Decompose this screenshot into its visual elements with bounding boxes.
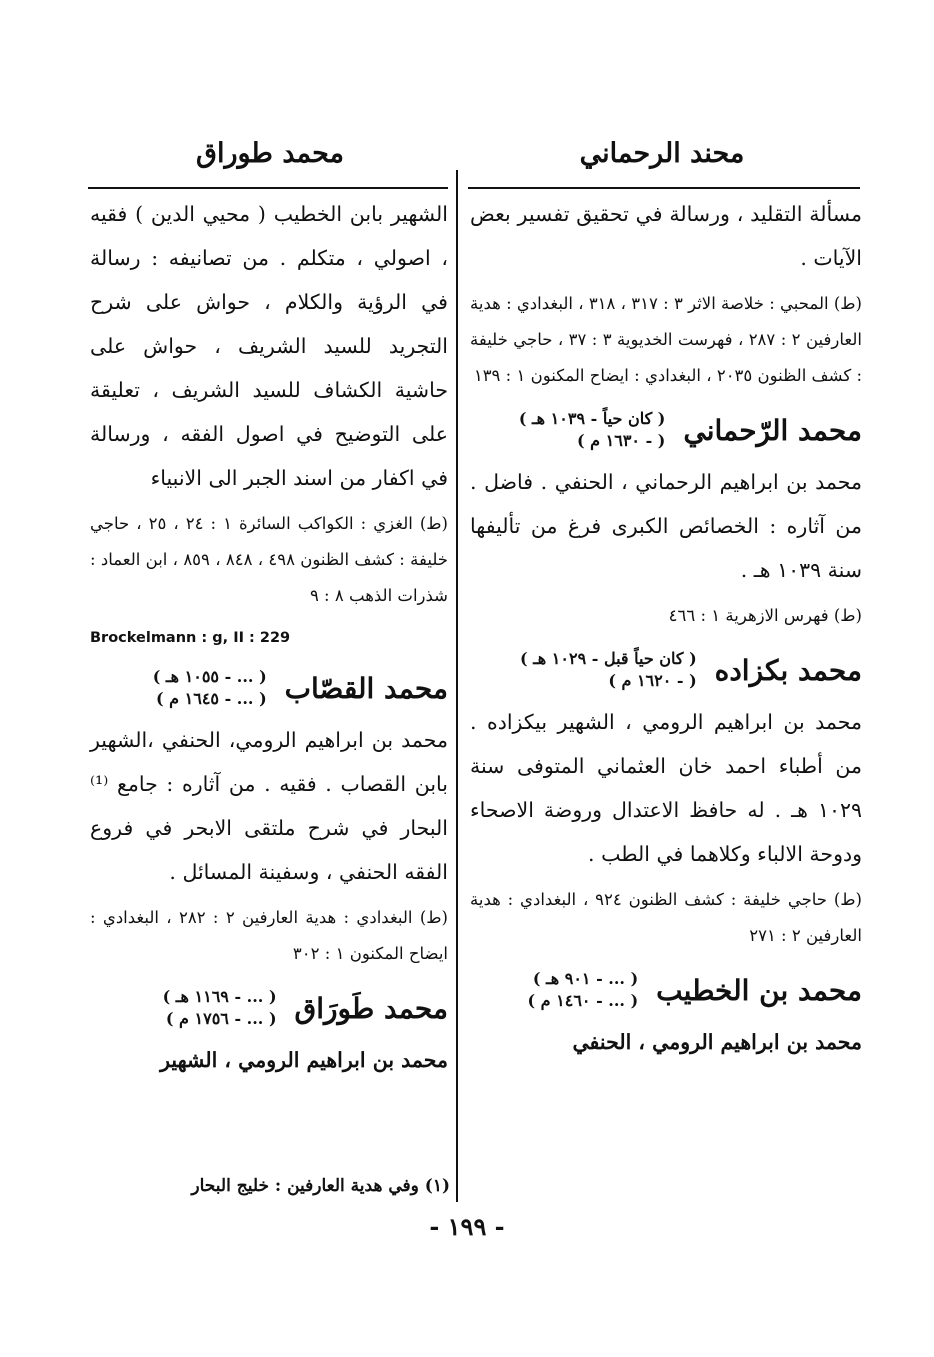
entry-heading — [470, 968, 862, 1012]
entry-heading — [90, 986, 448, 1030]
entry-text: الشهير بابن الخطيب ( محيي الدين ) فقيه ، اصولي ، متكلم . من تصانيفه : رسالة في الرؤية والكلام ، حواش على شرح التجريد للسيد الشريف ، حواش على حاشية الكشاف للسيد الشريف ، تعليقة على التوضيح في اصول الفقه ، ورسالة في اكفار من اسند الجبر الى الانبياء — [90, 202, 448, 490]
entry-text: محمد بن ابراهيم الرحماني ، الحنفي . فاضل . من آثاره : الخصائص الكبرى فرغ من تأليفها سنة ١٠٣٩ هـ . — [470, 470, 862, 582]
date-gregorian: ( - ١٦٢٠ م ) — [608, 671, 697, 690]
date-hijri: ( ... - ١١٦٩ هـ ) — [162, 987, 277, 1006]
entry-text: محمد بن ابراهيم الرومي ، الحنفي — [572, 1030, 862, 1054]
entry-text: محمد بن ابراهيم الرومي ، الشهير بيكزاده . من أطباء احمد خان العثماني المتوفى سنة ١٠٢٩ هـ . له حافظ الاعتدال وروضة الاصحاء ودوحة الالباء وكلاهما في الطب . — [470, 710, 862, 866]
footnote: (١) وفي هدية العارفين : خليج البحار — [191, 1176, 450, 1196]
entry-heading — [470, 408, 862, 452]
latin-reference: Brockelmann : g, II : 229 — [90, 630, 291, 646]
reference-note: (ط) حاجي خليفة : كشف الظنون ٩٢٤ ، البغدادي : هدية العارفين ٢ : ٢٧١ — [470, 890, 862, 945]
entry-text: محمد بن ابراهيم الرومي، الحنفي ،الشهير بابن القصاب . فقيه . من آثاره : جامع ⁽¹⁾ البحار في شرح ملتقى الابحر في فروع الفقه الحنفي ، وسفينة المسائل . — [90, 728, 448, 884]
entry-name: محمد الرّحماني — [683, 413, 862, 447]
reference-note: (ط) المحبي : خلاصة الاثر ٣ : ٣١٧ ، ٣١٨ ، البغدادي : هدية العارفين ٢ : ٢٨٧ ، فهرست الخديوية ٣ : ٣٧ ، حاجي خليفة : كشف الظنون ٢٠٣٥ ، البغدادي : ايضاح المكنون ١ : ١٣٩ — [470, 294, 862, 385]
entry-name: محمد بن الخطيب — [656, 973, 862, 1007]
running-head-right: محند الرحماني — [579, 138, 745, 169]
entry-dates — [163, 986, 277, 1030]
page-number: - ١٩٩ - — [429, 1212, 505, 1241]
date-gregorian: ( ... - ١٦٤٥ م ) — [156, 689, 267, 708]
date-hijri: ( ... - ١٠٥٥ هـ ) — [152, 667, 267, 686]
right-column — [470, 192, 862, 1064]
reference-note: (ط) الغزي : الكواكب السائرة ١ : ٢٤ ، ٢٥ ، حاجي خليفة : كشف الظنون ٤٩٨ ، ٨٤٨ ، ٨٥٩ ، ابن العماد : شذرات الذهب ٨ : ٩ — [90, 514, 448, 605]
reference-note: (ط) البغدادي : هدية العارفين ٢ : ٢٨٢ ، البغدادي : ايضاح المكنون ١ : ٣٠٢ — [90, 908, 448, 963]
entry-text: محمد بن ابراهيم الرومي ، الشهير — [160, 1048, 448, 1072]
entry-heading — [470, 648, 862, 692]
date-gregorian: ( ... - ١٤٦٠ م ) — [527, 991, 639, 1010]
entry-name: محمد القصّاب — [284, 671, 448, 705]
date-hijri: ( ... - ٩٠١ هـ ) — [532, 969, 639, 988]
entry-heading — [90, 666, 448, 710]
entry-name: محمد بكزاده — [714, 653, 862, 687]
date-gregorian: ( ... - ١٧٥٦ م ) — [165, 1009, 277, 1028]
entry-name: محمد طَورَاق — [294, 991, 448, 1025]
reference-note: (ط) فهرس الازهرية ١ : ٤٦٦ — [668, 606, 862, 625]
entry-text: مسألة التقليد ، ورسالة في تحقيق تفسير بعض الآيات . — [470, 202, 862, 270]
left-column — [90, 192, 448, 1082]
entry-dates — [528, 968, 639, 1012]
date-hijri: ( كان حياً - ١٠٣٩ هـ ) — [518, 409, 666, 428]
entry-dates — [519, 408, 666, 452]
column-divider — [456, 170, 458, 1202]
header-rule-left — [88, 187, 448, 189]
date-hijri: ( كان حياً قبل - ١٠٢٩ هـ ) — [519, 649, 697, 668]
header-rule-right — [468, 187, 860, 189]
entry-dates — [520, 648, 697, 692]
date-gregorian: ( - ١٦٣٠ م ) — [577, 431, 666, 450]
entry-dates — [153, 666, 267, 710]
running-head-left: محمد طوراق — [196, 138, 344, 169]
